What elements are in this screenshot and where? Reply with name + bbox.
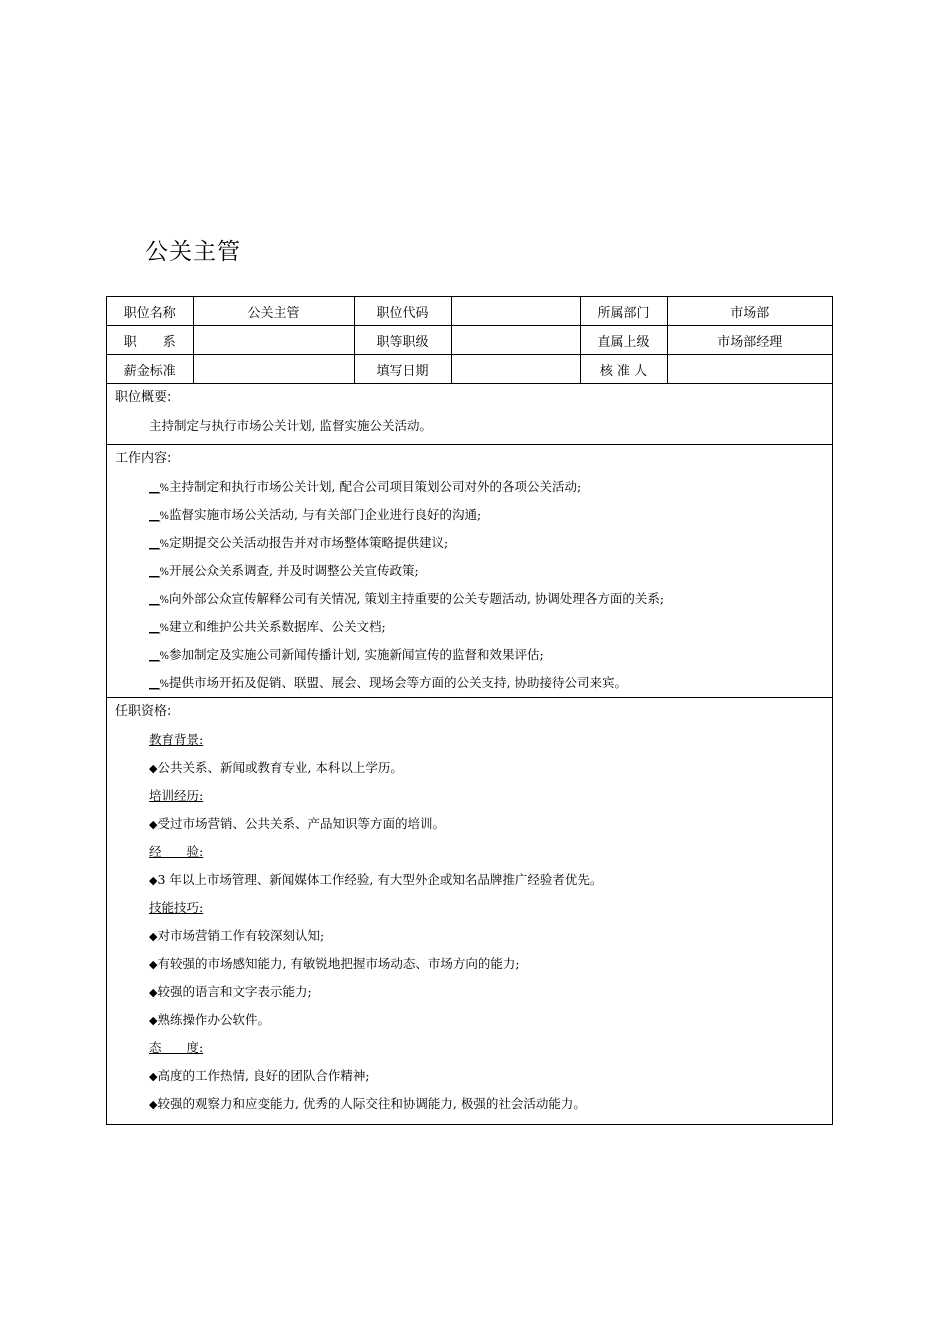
percent-sign: %	[159, 623, 170, 634]
percent-blank: __	[149, 563, 160, 578]
qualification-group-title-text: 经 验:	[149, 844, 204, 859]
qualification-group-title	[107, 726, 832, 754]
qualification-item	[107, 1090, 832, 1118]
duty-text: 向外部公众宣传解释公司有关情况, 策划主持重要的公关专题活动, 协调处理各方面的关系;	[169, 591, 665, 606]
percent-sign: %	[159, 511, 170, 522]
qualification-group-title-text: 培训经历:	[149, 788, 204, 803]
duty-text: 开展公众关系调查, 并及时调整公关宣传政策;	[169, 563, 419, 578]
field-value	[667, 355, 832, 384]
qualification-text: 高度的工作热情, 良好的团队合作精神;	[157, 1068, 370, 1083]
field-label: 填写日期	[354, 355, 451, 384]
qualification-item	[107, 810, 832, 838]
qualification-text: 对市场营销工作有较深刻认知;	[157, 928, 325, 943]
document-title: 公关主管	[145, 239, 241, 265]
job-description-form	[106, 296, 833, 1125]
qualifications-list	[107, 726, 832, 1118]
percent-blank: __	[149, 479, 160, 494]
qualification-group-title-text: 态 度:	[149, 1040, 204, 1055]
summary-text: 主持制定与执行市场公关计划, 监督实施公关活动。	[149, 418, 432, 433]
qualification-group-title	[107, 894, 832, 922]
qualification-text: 熟练操作办公软件。	[157, 1012, 270, 1027]
duty-text: 建立和维护公共关系数据库、公关文档;	[169, 619, 386, 634]
duty-item	[107, 641, 832, 669]
summary-section	[107, 384, 832, 445]
qualification-group-title	[107, 838, 832, 866]
field-value	[193, 326, 354, 355]
percent-sign: %	[159, 651, 170, 662]
summary-heading: 职位概要:	[115, 390, 172, 405]
field-label: 核 准 人	[580, 355, 667, 384]
diamond-bullet-icon: ◆	[149, 874, 158, 887]
field-label: 直属上级	[580, 326, 667, 355]
qualification-item	[107, 978, 832, 1006]
qualification-group-title-text: 教育背景:	[149, 732, 204, 747]
qualification-item	[107, 1006, 832, 1034]
qualifications-section	[107, 698, 832, 1124]
qualification-group-title-text: 技能技巧:	[149, 900, 204, 915]
duty-item	[107, 473, 832, 501]
qualification-text: 3 年以上市场管理、新闻媒体工作经验, 有大型外企或知名品牌推广经验者优先。	[157, 872, 603, 887]
field-value	[451, 297, 580, 326]
percent-blank: __	[149, 675, 160, 690]
duty-item	[107, 529, 832, 557]
duty-text: 监督实施市场公关活动, 与有关部门企业进行良好的沟通;	[169, 507, 482, 522]
duty-item	[107, 613, 832, 641]
field-value	[451, 326, 580, 355]
duty-text: 主持制定和执行市场公关计划, 配合公司项目策划公司对外的各项公关活动;	[169, 479, 582, 494]
diamond-bullet-icon: ◆	[149, 1098, 158, 1111]
percent-blank: __	[149, 647, 160, 662]
percent-sign: %	[159, 539, 170, 550]
qualification-text: 公共关系、新闻或教育专业, 本科以上学历。	[157, 760, 403, 775]
qualification-group-title	[107, 782, 832, 810]
duties-section	[107, 445, 832, 698]
percent-blank: __	[149, 535, 160, 550]
field-value	[193, 355, 354, 384]
qualification-item	[107, 754, 832, 782]
qualification-item	[107, 1062, 832, 1090]
diamond-bullet-icon: ◆	[149, 986, 158, 999]
diamond-bullet-icon: ◆	[149, 958, 158, 971]
field-label: 职位名称	[107, 297, 193, 326]
qualification-item	[107, 950, 832, 978]
duties-list	[107, 473, 832, 697]
diamond-bullet-icon: ◆	[149, 762, 158, 775]
field-value: 市场部	[667, 297, 832, 326]
percent-blank: __	[149, 591, 160, 606]
qualifications-heading: 任职资格:	[115, 704, 172, 719]
field-label: 职等职级	[354, 326, 451, 355]
field-label: 所属部门	[580, 297, 667, 326]
duty-item	[107, 501, 832, 529]
percent-blank: __	[149, 619, 160, 634]
diamond-bullet-icon: ◆	[149, 1070, 158, 1083]
duty-text: 参加制定及实施公司新闻传播计划, 实施新闻宣传的监督和效果评估;	[169, 647, 544, 662]
info-row	[107, 355, 832, 384]
qualification-item	[107, 866, 832, 894]
diamond-bullet-icon: ◆	[149, 818, 158, 831]
percent-sign: %	[159, 483, 170, 494]
field-label: 薪金标准	[107, 355, 193, 384]
duties-heading: 工作内容:	[115, 451, 172, 466]
field-value: 公关主管	[193, 297, 354, 326]
field-label: 职 系	[107, 326, 193, 355]
qualification-text: 较强的语言和文字表示能力;	[157, 984, 312, 999]
qualification-text: 受过市场营销、公共关系、产品知识等方面的培训。	[157, 816, 445, 831]
qualification-item	[107, 922, 832, 950]
qualification-group-title	[107, 1034, 832, 1062]
diamond-bullet-icon: ◆	[149, 930, 158, 943]
duty-text: 提供市场开拓及促销、联盟、展会、现场会等方面的公关支持, 协助接待公司来宾。	[169, 675, 627, 690]
header-info-table	[107, 297, 832, 384]
percent-sign: %	[159, 567, 170, 578]
field-label: 职位代码	[354, 297, 451, 326]
duty-item	[107, 557, 832, 585]
diamond-bullet-icon: ◆	[149, 1014, 158, 1027]
percent-blank: __	[149, 507, 160, 522]
info-row	[107, 326, 832, 355]
qualification-text: 较强的观察力和应变能力, 优秀的人际交往和协调能力, 极强的社会活动能力。	[157, 1096, 586, 1111]
duty-text: 定期提交公关活动报告并对市场整体策略提供建议;	[169, 535, 449, 550]
duty-item	[107, 669, 832, 697]
percent-sign: %	[159, 679, 170, 690]
duty-item	[107, 585, 832, 613]
field-value: 市场部经理	[667, 326, 832, 355]
qualification-text: 有较强的市场感知能力, 有敏锐地把握市场动态、市场方向的能力;	[157, 956, 520, 971]
percent-sign: %	[159, 595, 170, 606]
field-value	[451, 355, 580, 384]
info-row	[107, 297, 832, 326]
